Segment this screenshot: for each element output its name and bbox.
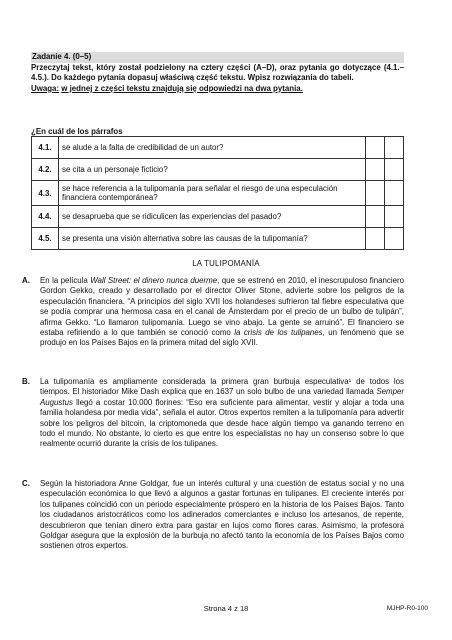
paragraph-c bbox=[22, 479, 404, 552]
question-text: se cita a un personaje ficticio? bbox=[59, 159, 366, 181]
question-number: 4.5. bbox=[32, 228, 59, 250]
paragraph-body bbox=[22, 479, 404, 552]
answer-box-secondary bbox=[385, 137, 404, 159]
paragraph-body bbox=[22, 276, 405, 349]
answer-box[interactable] bbox=[366, 159, 385, 181]
question-text: se presenta una visión alternativa sobre las causas de la tulipomanía? bbox=[59, 228, 366, 250]
task-header bbox=[31, 52, 404, 94]
paragraph-text: Según la historiadora Anne Goldgar, fue un interés cultural y una cuestión de estatus social y no una especulación económica lo que llevó a algunos a gastar fortunas en tulipanes. El creciente interés por los tulipanes coincidió con un periodo especialmente próspero en la historia de los Países Bajos. Tanto los ciudadanos aristocráticos como los adinerados comerciantes e incluso los artesanos, de repente, descubrieron que tenían dinero extra para gastar en lujos como flores caras. Asimismo, la profesora Goldgar asegura que la explosión de la burbuja no afectó tanto la economía de los Países Bajos como sostienen otros expertos. bbox=[40, 479, 404, 551]
paragraph-text: , que se estrenó en 2010, el inescrupuloso financiero Gordon Gekko, creado y desarrollado por el director Oliver Stone, advierte sobre los peligros de la especulación financiera. “A principios del siglo XVII los holandeses sufrieron tal fiebre especulativa que se podía comprar una hermosa casa en el canal de Ámsterdam por el precio de un bulbo de tulipán”, afirma Gekko. “Lo llamaron tulipomanía. Luego se vino abajo. La gente se arruinó”. El financiero se estaba refiriendo a lo que también se conoció como bbox=[40, 276, 405, 338]
answer-box[interactable] bbox=[366, 181, 385, 206]
paragraph-text: En la película bbox=[40, 276, 91, 285]
table-row bbox=[32, 206, 404, 228]
task-instruction: Przeczytaj tekst, który został podzielony na cztery części (A–D), oraz pytania go dotyczące (4.1.–4.5.). Do każdego pytania dopasuj właściwą część tekstu. Wpisz rozwiązania do tabeli. bbox=[31, 62, 404, 83]
table-row bbox=[32, 159, 404, 181]
question-number: 4.2. bbox=[32, 159, 59, 181]
question-number: 4.3. bbox=[32, 181, 59, 206]
variety-name: Semper Augustus bbox=[40, 387, 404, 407]
italic-phrase: la crisis de los tulipanes bbox=[234, 328, 323, 338]
table-row bbox=[32, 181, 404, 206]
note-label: Uwaga: bbox=[31, 83, 60, 93]
questions-table bbox=[31, 136, 404, 250]
question-text: se desaprueba que se ridiculicen las experiencias del pasado? bbox=[59, 206, 366, 228]
answer-box-secondary bbox=[385, 228, 404, 250]
paragraph-text: La tulipomanía es ampliamente considerada la primera gran burbuja especulativa¹ de todos los tiempos. El historiador Mike Dash explica que en 1637 un solo bulbo de una variedad llamada bbox=[40, 377, 404, 397]
answer-box[interactable] bbox=[366, 206, 385, 228]
question-intro: ¿En cuál de los párrafos bbox=[31, 127, 123, 136]
paragraph-text: , un fenómeno que se produjo en los Países Bajos en la primera mitad del siglo XVII. bbox=[40, 328, 404, 348]
question-text: se hace referencia a la tulipomanía para señalar el riesgo de una especulación financiera contemporánea? bbox=[59, 181, 366, 206]
question-number: 4.4. bbox=[32, 206, 59, 228]
paragraph-text: llegó a costar 10.000 florines: “Eso era suficiente para alimentar, vestir y alojar a toda una familia holandesa por media vida”, señala el autor. Otros expertos remiten a la tulipomanía para advertir sobre los peligros del bitcoin, la criptomoneda que desde hace algún tiempo va ganando terreno en todo el mundo. No obstante, lo cierto es que entre los especialistas no hay un consenso sobre lo que realmente ocurrió durante la crisis de los tulipanes. bbox=[40, 397, 404, 449]
answer-box[interactable] bbox=[366, 137, 385, 159]
answer-box[interactable] bbox=[366, 228, 385, 250]
article-title: LA TULIPOMANÍA bbox=[192, 259, 260, 268]
paragraph-a bbox=[22, 276, 405, 349]
note-text: w jednej z części tekstu znajdują się odpowiedzi na dwa pytania. bbox=[61, 83, 303, 93]
answer-box-secondary bbox=[385, 159, 404, 181]
question-number: 4.1. bbox=[32, 137, 59, 159]
paragraph-b bbox=[22, 377, 404, 450]
film-title: Wall Street: el dinero nunca duerme bbox=[90, 276, 218, 285]
table-row bbox=[32, 228, 404, 250]
paragraph-letter: C. bbox=[22, 479, 30, 488]
table-row bbox=[32, 137, 404, 159]
task-note bbox=[31, 84, 404, 95]
paragraph-letter: A. bbox=[22, 276, 30, 285]
exam-code: MJHP-R0-100 bbox=[386, 605, 428, 612]
answer-box-secondary bbox=[385, 206, 404, 228]
paragraph-letter: B. bbox=[22, 377, 30, 386]
answer-box-secondary bbox=[385, 181, 404, 206]
page-number: Strona 4 z 18 bbox=[203, 604, 249, 613]
paragraph-body bbox=[22, 377, 404, 450]
question-text: se alude a la falta de credibilidad de un autor? bbox=[59, 137, 366, 159]
task-title: Zadanie 4. (0–5) bbox=[31, 52, 404, 63]
